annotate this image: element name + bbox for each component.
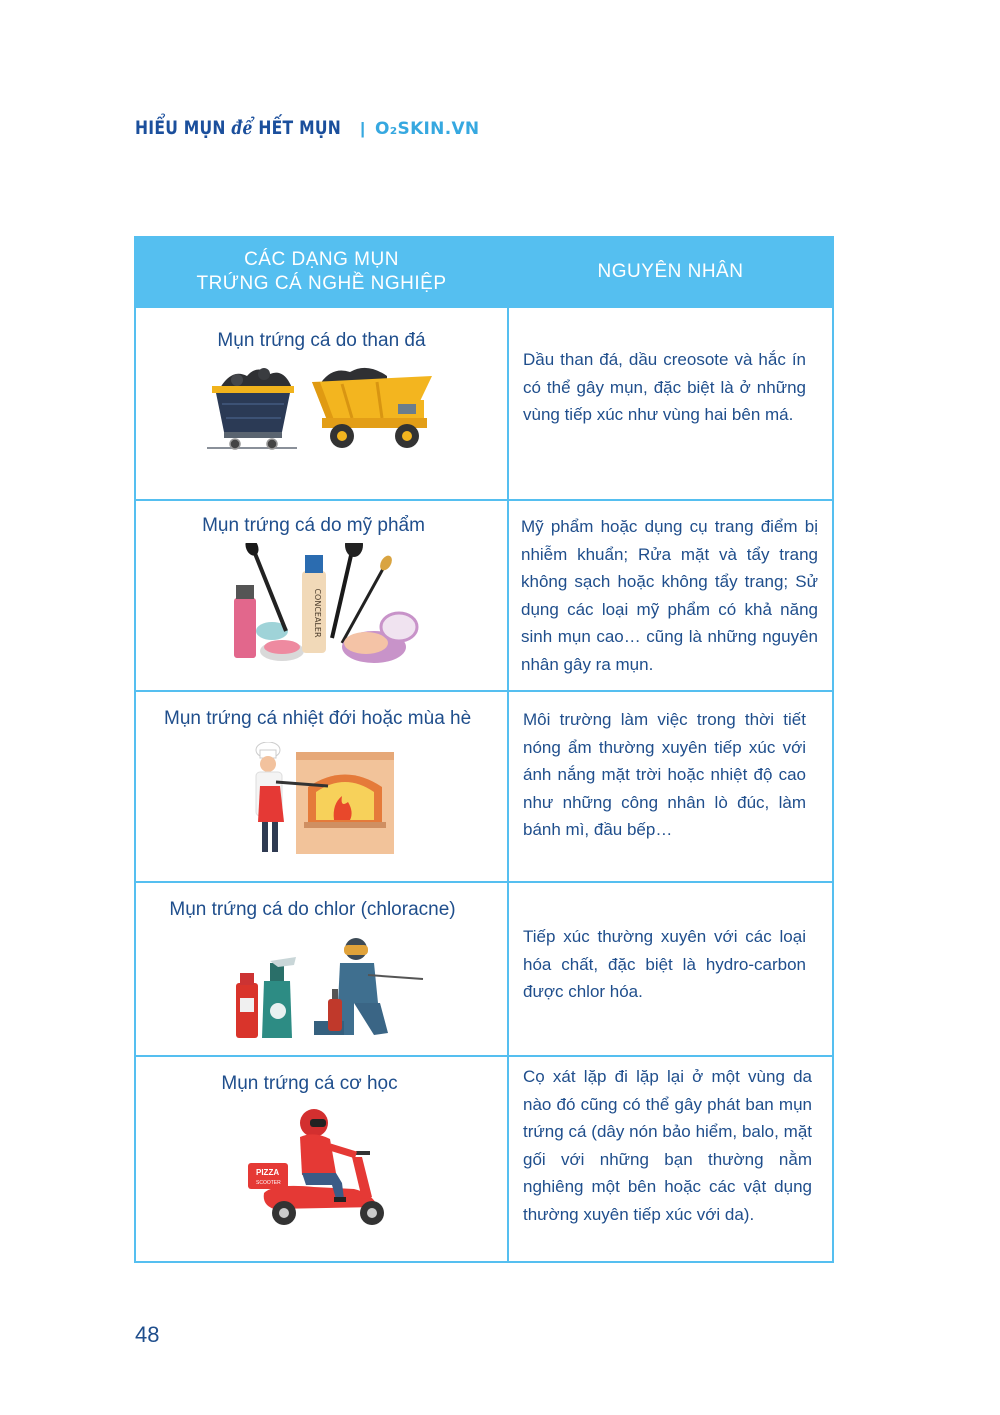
table-row	[135, 1056, 833, 1262]
site-name: O₂SKIN.VN	[375, 119, 480, 139]
cause-text: Mỹ phẩm hoặc dụng cụ trang điểm bị nhiễm khuẩn; Rửa mặt và tẩy trang không sạch hoặc không tẩy trang; Sử dụng các loại mỹ phẩm có khả năng sinh mụn cao… cũng là những nguyên nhân gây ra mụn.	[521, 517, 818, 674]
cosmetics-icon	[224, 543, 424, 668]
cause-text: Môi trường làm việc trong thời tiết nóng ẩm thường xuyên tiếp xúc với ánh nắng mặt trời hoặc nhiệt độ cao như những công nhân lò đúc, làm bánh mì, đầu bếp…	[523, 710, 806, 839]
header-separator: |	[360, 119, 366, 138]
acne-type-label: Mụn trứng cá cơ học	[221, 1073, 398, 1094]
table-row	[135, 882, 833, 1056]
column-header-causes: NGUYÊN NHÂN	[508, 237, 833, 307]
acne-type-label: Mụn trứng cá nhiệt đới hoặc mùa hè	[164, 708, 472, 729]
acne-type-cell	[135, 882, 508, 1056]
cause-cell	[508, 307, 833, 500]
running-header	[135, 117, 479, 139]
pizza-delivery-scooter-icon	[244, 1107, 394, 1227]
cause-text: Cọ xát lặp đi lặp lại ở một vùng da nào đó cũng có thể gây phát ban mụn trứng cá (dây nón bảo hiểm, balo, mặt gối với những bạn thường nằm nghiêng một bên hoặc các vật dụng thường xuyên tiếp xúc với da).	[523, 1067, 812, 1224]
table-row	[135, 307, 833, 500]
acne-type-cell	[135, 500, 508, 691]
coal-cart-and-dump-truck-icon	[202, 360, 442, 460]
acne-type-label: Mụn trứng cá do chlor (chloracne)	[169, 899, 456, 920]
acne-types-table	[134, 236, 834, 1263]
acne-type-label: Mụn trứng cá do mỹ phẩm	[202, 515, 425, 536]
baker-at-oven-icon	[246, 742, 396, 857]
page-number: 48	[135, 1322, 160, 1347]
cause-cell	[508, 500, 833, 691]
pizza-box-label: PIZZA	[256, 1168, 280, 1177]
acne-type-cell	[135, 1056, 508, 1262]
column-header-types: CÁC DẠNG MỤN TRỨNG CÁ NGHỀ NGHIỆP	[135, 237, 508, 307]
cause-cell	[508, 882, 833, 1056]
pizza-box-sublabel: SCOOTER	[256, 1180, 281, 1186]
cause-cell	[508, 691, 833, 882]
cause-cell	[508, 1056, 833, 1262]
acne-type-cell	[135, 307, 508, 500]
acne-type-label: Mụn trứng cá do than đá	[217, 330, 426, 351]
cause-text: Dầu than đá, dầu creosote và hắc ín có thể gây mụn, đặc biệt là ở những vùng tiếp xúc như vùng hai bên má.	[523, 350, 806, 424]
table-header-row	[135, 237, 833, 307]
cause-text: Tiếp xúc thường xuyên với các loại hóa chất, đặc biệt là hydro-carbon được chlor hóa.	[523, 927, 806, 1001]
concealer-label: CONCEALER	[313, 588, 322, 638]
acne-type-cell	[135, 691, 508, 882]
brand-title: HIỂU MỤN để HẾT MỤN	[135, 117, 342, 139]
pest-control-worker-icon	[228, 933, 428, 1043]
table-row	[135, 500, 833, 691]
table-row	[135, 691, 833, 882]
